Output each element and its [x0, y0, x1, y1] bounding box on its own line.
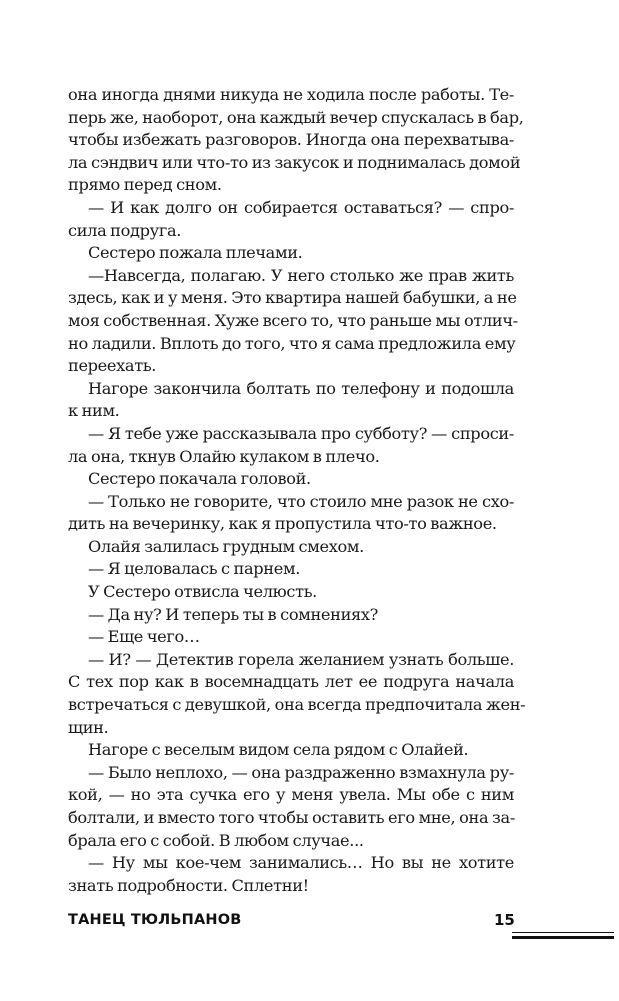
text-line: — И как долго он собирается оставаться? — спро- — [88, 197, 514, 217]
text-line: но ладили. Вплоть до того, что я сама предложила ему — [68, 333, 516, 353]
text-line: — Еще чего… — [88, 627, 200, 647]
text-line: Сестеро покачала головой. — [88, 469, 311, 489]
text-line: прямо перед сном. — [68, 175, 222, 195]
text-line: к ним. — [68, 401, 120, 421]
text-line: переехать. — [68, 356, 157, 376]
text-line: кой, — но эта сучка его у меня увела. Мы обе с ним — [68, 785, 514, 805]
text-line: — Было неплохо, — она раздраженно взмахнула ру- — [88, 762, 514, 782]
text-line: она иногда днями никуда не ходила после работы. Те- — [68, 85, 514, 104]
text-line: — Ну мы кое-чем занимались… Но вы не хотите — [88, 853, 514, 873]
text-line: моя собственная. Хуже всего то, что раньше мы отлич- — [68, 310, 518, 330]
text-line: Нагоре закончила болтать по телефону и подошла — [88, 378, 514, 398]
text-line: У Сестеро отвисла челюсть. — [88, 582, 317, 602]
text-line: ла сэндвич или что-то из закусок и поднималась домой — [68, 152, 521, 172]
text-line: С тех пор как в восемнадцать лет ее подруга начала — [68, 672, 514, 692]
text-line: — Я целовалась с парнем. — [88, 559, 301, 579]
text-line: перь же, наоборот, она каждый вечер спускалась в бар, — [68, 107, 524, 127]
body-text — [68, 84, 526, 897]
text-line: Сестеро пожала плечами. — [88, 243, 303, 263]
text-line: —Навсегда, полагаю. У него столько же прав жить — [88, 265, 514, 285]
page-number: 15 — [494, 911, 515, 929]
text-line: — Я тебе уже рассказывала про субботу? — спроси- — [88, 423, 514, 443]
text-line: Нагоре с веселым видом села рядом с Олайей. — [88, 740, 469, 760]
text-line: здесь, как и у меня. Это квартира нашей бабушки, а не — [68, 288, 517, 308]
text-line: брала его с собой. В любом случае... — [68, 830, 364, 850]
footer-rule-thin — [512, 932, 614, 933]
text-line: ла она, ткнув Олайю кулаком в плечо. — [68, 446, 380, 466]
footer-rule-thick — [512, 936, 614, 939]
text-line: Олайя залилась грудным смехом. — [88, 536, 364, 556]
page-footer — [68, 912, 514, 942]
text-line: — И? — Детектив горела желанием узнать больше. — [88, 649, 514, 669]
text-line: знать подробности. Сплетни! — [68, 875, 309, 895]
text-line: — Да ну? И теперь ты в сомнениях? — [88, 604, 378, 624]
text-line: сила подруга. — [68, 220, 182, 240]
text-line: болтали, и вместо того чтобы оставить его мне, она за- — [68, 808, 515, 827]
text-line: щин. — [68, 717, 109, 737]
text-line: встречаться с девушкой, она всегда предпочитала жен- — [68, 695, 526, 715]
text-line: чтобы избежать разговоров. Иногда она перехватыва- — [68, 130, 514, 150]
text-line: дить на вечеринку, как я пропустила что-то важное. — [68, 514, 497, 534]
text-line: — Только не говорите, что стоило мне разок не схо- — [88, 491, 514, 511]
running-title: ТАНЕЦ ТЮЛЬПАНОВ — [68, 912, 242, 928]
